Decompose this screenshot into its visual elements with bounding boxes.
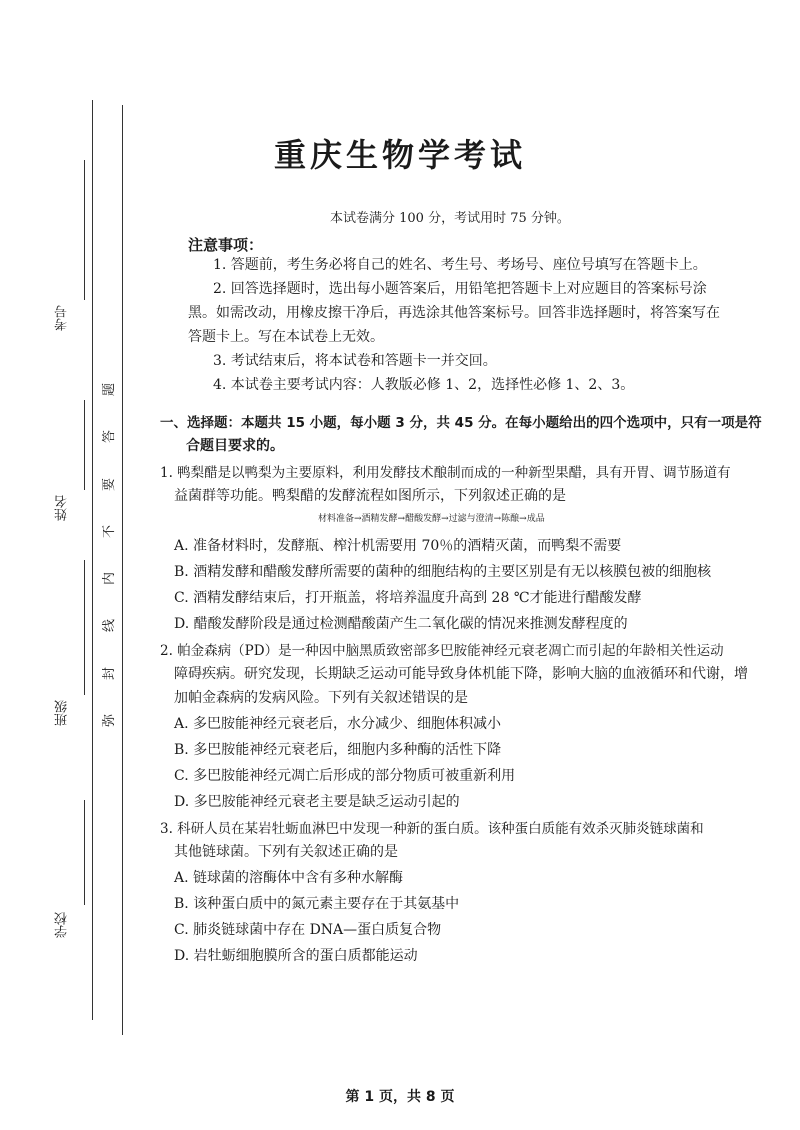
name-label: 姓名 xyxy=(55,495,70,521)
q1-stem-2: 益菌群等功能。鸭梨醋的发酵流程如图所示，下列叙述正确的是 xyxy=(174,488,566,504)
binding-line-outer xyxy=(92,100,93,1020)
q3-option-c: C. 肺炎链球菌中存在 DNA—蛋白质复合物 xyxy=(174,922,442,938)
q2-option-b: B. 多巴胺能神经元衰老后，细胞内多种酶的活性下降 xyxy=(174,742,502,758)
notice-heading: 注意事项： xyxy=(188,236,264,254)
notice-line-1: 1. 答题前，考生务必将自己的姓名、考生号、考场号、座位号填写在答题卡上。 xyxy=(213,257,707,273)
notice-line-6: 4. 本试卷主要考试内容：人教版必修 1、2，选择性必修 1、2、3。 xyxy=(213,377,635,393)
q3-stem-1: 3. 科研人员在某岩牡蛎血淋巴中发现一种新的蛋白质。该种蛋白质能有效杀灭肺炎链球菌和 xyxy=(160,821,704,837)
q2-stem-2: 障碍疾病。研究发现，长期缺乏运动可能导致身体机能下降，影响大脑的血液循环和代谢，增 xyxy=(174,666,748,682)
q2-stem-3: 加帕金森病的发病风险。下列有关叙述错误的是 xyxy=(174,690,468,706)
q3-option-d: D. 岩牡蛎细胞膜所含的蛋白质都能运动 xyxy=(174,948,418,964)
class-field xyxy=(56,560,86,760)
exam-info: 本试卷满分 100 分，考试用时 75 分钟。 xyxy=(330,211,570,226)
q3-option-a: A. 链球菌的溶酶体中含有多种水解酶 xyxy=(174,870,404,886)
q1-option-c: C. 酒精发酵结束后，打开瓶盖，将培养温度升高到 28 ℃才能进行醋酸发酵 xyxy=(174,590,642,606)
section-1-heading-cont: 合题目要求的。 xyxy=(186,438,284,454)
page-title: 重庆生物学考试 xyxy=(273,136,526,174)
notice-line-4: 答题卡上。写在本试卷上无效。 xyxy=(188,329,384,345)
q2-option-a: A. 多巴胺能神经元衰老后，水分减少、细胞体积减小 xyxy=(174,716,502,732)
section-1-heading: 一、选择题：本题共 15 小题，每小题 3 分，共 45 分。在每小题给出的四个选项中，只有一项是符 xyxy=(160,415,762,431)
q1-flow-diagram: 材料准备→酒精发酵→醋酸发酵→过滤与澄清→陈酿→成品 xyxy=(318,514,545,524)
q2-option-d: D. 多巴胺能神经元衰老主要是缺乏运动引起的 xyxy=(174,794,460,810)
q2-stem-1: 2. 帕金森病（PD）是一种因中脑黑质致密部多巴胺能神经元衰老凋亡而引起的年龄相关性运动 xyxy=(160,643,724,659)
q1-stem-1: 1. 鸭梨醋是以鸭梨为主要原料，利用发酵技术酿制而成的一种新型果醋，具有开胃、调节肠道有 xyxy=(160,465,731,481)
exam-no-field xyxy=(56,160,86,360)
q1-option-b: B. 酒精发酵和醋酸发酵所需要的菌种的细胞结构的主要区别是有无以核膜包被的细胞核 xyxy=(174,564,712,580)
seal-notice: 题 答 要 不 内 线 封 弥 xyxy=(102,382,118,727)
q1-option-d: D. 醋酸发酵阶段是通过检测醋酸菌产生二氧化碳的情况来推测发酵程度的 xyxy=(174,616,628,632)
notice-line-5: 3. 考试结束后，将本试卷和答题卡一并交回。 xyxy=(213,353,497,369)
notice-line-2: 2. 回答选择题时，选出每小题答案后，用铅笔把答题卡上对应题目的答案标号涂 xyxy=(213,281,707,297)
page-number: 第 1 页，共 8 页 xyxy=(345,1089,455,1105)
q1-option-a: A. 准备材料时，发酵瓶、榨汁机需要用 70％的酒精灭菌，而鸭梨不需要 xyxy=(174,538,622,554)
q3-stem-2: 其他链球菌。下列有关叙述正确的是 xyxy=(174,844,398,860)
binding-line-inner xyxy=(122,105,123,1035)
notice-line-3: 黑。如需改动，用橡皮擦干净后，再选涂其他答案标号。回答非选择题时，将答案写在 xyxy=(188,305,720,321)
school-field xyxy=(56,800,86,1000)
q3-option-b: B. 该种蛋白质中的氮元素主要存在于其氨基中 xyxy=(174,896,460,912)
class-label: 班级 xyxy=(55,700,70,726)
exam-no-label: 考号 xyxy=(55,305,70,331)
q2-option-c: C. 多巴胺能神经元凋亡后形成的部分物质可被重新利用 xyxy=(174,768,516,784)
school-label: 学校 xyxy=(55,912,70,938)
